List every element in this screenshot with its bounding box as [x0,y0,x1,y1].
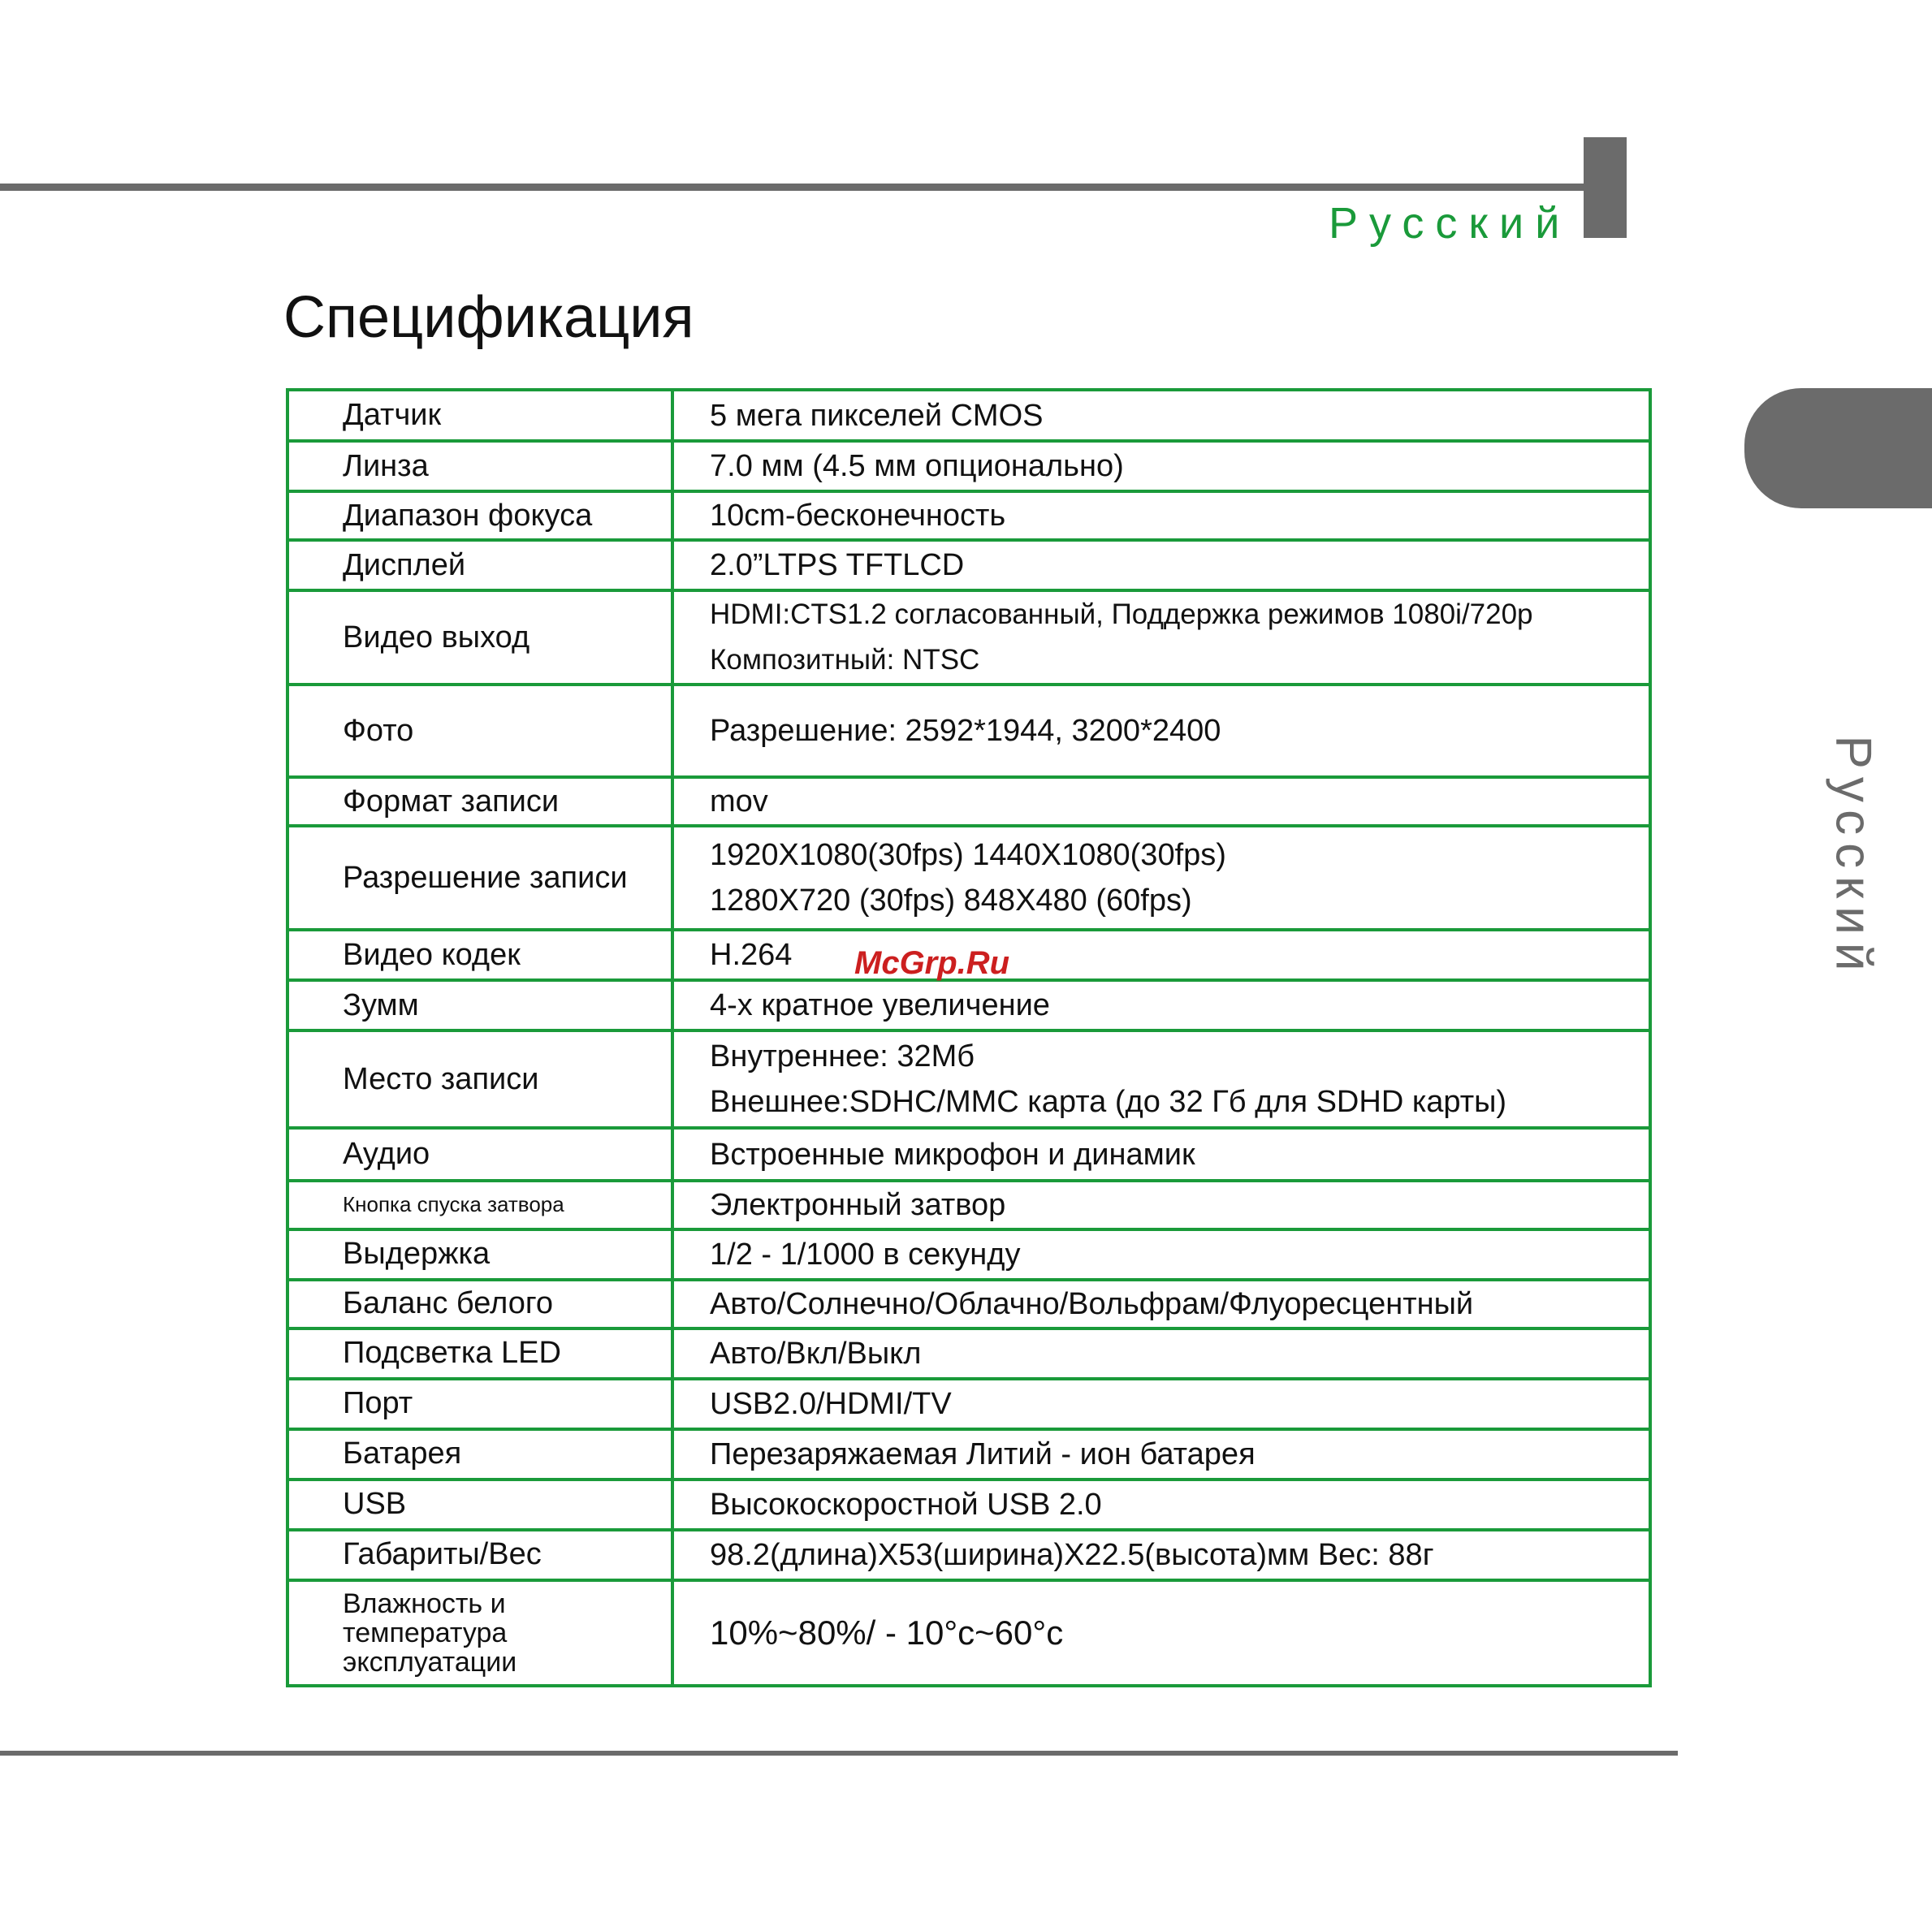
row-label: Формат записи [287,777,672,826]
row-label: Видео кодек [287,930,672,980]
row-label: Кнопка спуска затвора [287,1181,672,1229]
row-label: Зумм [287,980,672,1030]
row-label: Дисплей [287,540,672,590]
row-value: 5 мега пикселей CMOS [672,390,1650,441]
row-label: Выдержка [287,1229,672,1280]
row-label: Габариты/Вес [287,1530,672,1580]
row-label: Видео выход [287,590,672,685]
top-rule [0,184,1585,191]
row-value: 1/2 - 1/1000 в секунду [672,1229,1650,1280]
row-value: Перезаряжаемая Литий - ион батарея [672,1429,1650,1480]
row-label: Порт [287,1379,672,1429]
row-value: USB2.0/HDMI/TV [672,1379,1650,1429]
row-value: H.264 [672,930,1650,980]
table-row [287,1429,1650,1480]
bottom-rule [0,1751,1678,1756]
table-row [287,590,1650,685]
row-label: Датчик [287,390,672,441]
row-value: 10cm-бесконечность [672,491,1650,540]
row-label: Место записи [287,1030,672,1128]
table-row [287,777,1650,826]
table-row [287,1328,1650,1379]
side-language: Русский [1825,735,1882,979]
row-value: 2.0”LTPS TFTLCD [672,540,1650,590]
row-label: USB [287,1480,672,1530]
row-value: 98.2(длина)X53(ширина)X22.5(высота)мм Вес: 88г [672,1530,1650,1580]
row-label: Линза [287,441,672,491]
spec-table [286,388,1652,1687]
table-row [287,826,1650,930]
row-value: Высокоскоростной USB 2.0 [672,1480,1650,1530]
side-tab [1744,388,1932,508]
row-value: 10%~80%/ - 10°c~60°c [672,1580,1650,1686]
table-row [287,1280,1650,1328]
row-value: Внутреннее: 32Мб Внешнее:SDHC/MMC карта (до 32 Гб для SDHD карты) [672,1030,1650,1128]
row-label: Баланс белого [287,1280,672,1328]
row-value: 4-х кратное увеличение [672,980,1650,1030]
header-block [1584,137,1627,238]
table-row [287,1128,1650,1180]
table-row [287,491,1650,540]
row-label: Подсветка LED [287,1328,672,1379]
row-value: Авто/Солнечно/Облачно/Вольфрам/Флуоресцентный [672,1280,1650,1328]
page-title: Спецификация [283,285,694,350]
row-label: Влажность и температура эксплуатации [287,1580,672,1686]
row-value: mov [672,777,1650,826]
table-row [287,1181,1650,1229]
row-value: HDMI:CTS1.2 согласованный, Поддержка режимов 1080i/720p Композитный: NTSC [672,590,1650,685]
table-row [287,980,1650,1030]
table-row [287,390,1650,441]
table-row [287,1530,1650,1580]
table-row [287,1030,1650,1128]
watermark: McGrp.Ru [854,945,1010,981]
row-value: Встроенные микрофон и динамик [672,1128,1650,1180]
table-row [287,1480,1650,1530]
row-label: Фото [287,685,672,777]
table-row [287,540,1650,590]
table-row [287,1229,1650,1280]
row-value: Электронный затвор [672,1181,1650,1229]
row-value: Разрешение: 2592*1944, 3200*2400 [672,685,1650,777]
table-row [287,685,1650,777]
table-row [287,1580,1650,1686]
row-label: Аудио [287,1128,672,1180]
row-value: 7.0 мм (4.5 мм опционально) [672,441,1650,491]
row-label: Диапазон фокуса [287,491,672,540]
row-value: 1920X1080(30fps) 1440X1080(30fps) 1280X720 (30fps) 848X480 (60fps) [672,826,1650,930]
row-value: Авто/Вкл/Выкл [672,1328,1650,1379]
table-row [287,1379,1650,1429]
table-row [287,441,1650,491]
row-label: Батарея [287,1429,672,1480]
header-language: Русский [1329,199,1571,248]
row-label: Разрешение записи [287,826,672,930]
